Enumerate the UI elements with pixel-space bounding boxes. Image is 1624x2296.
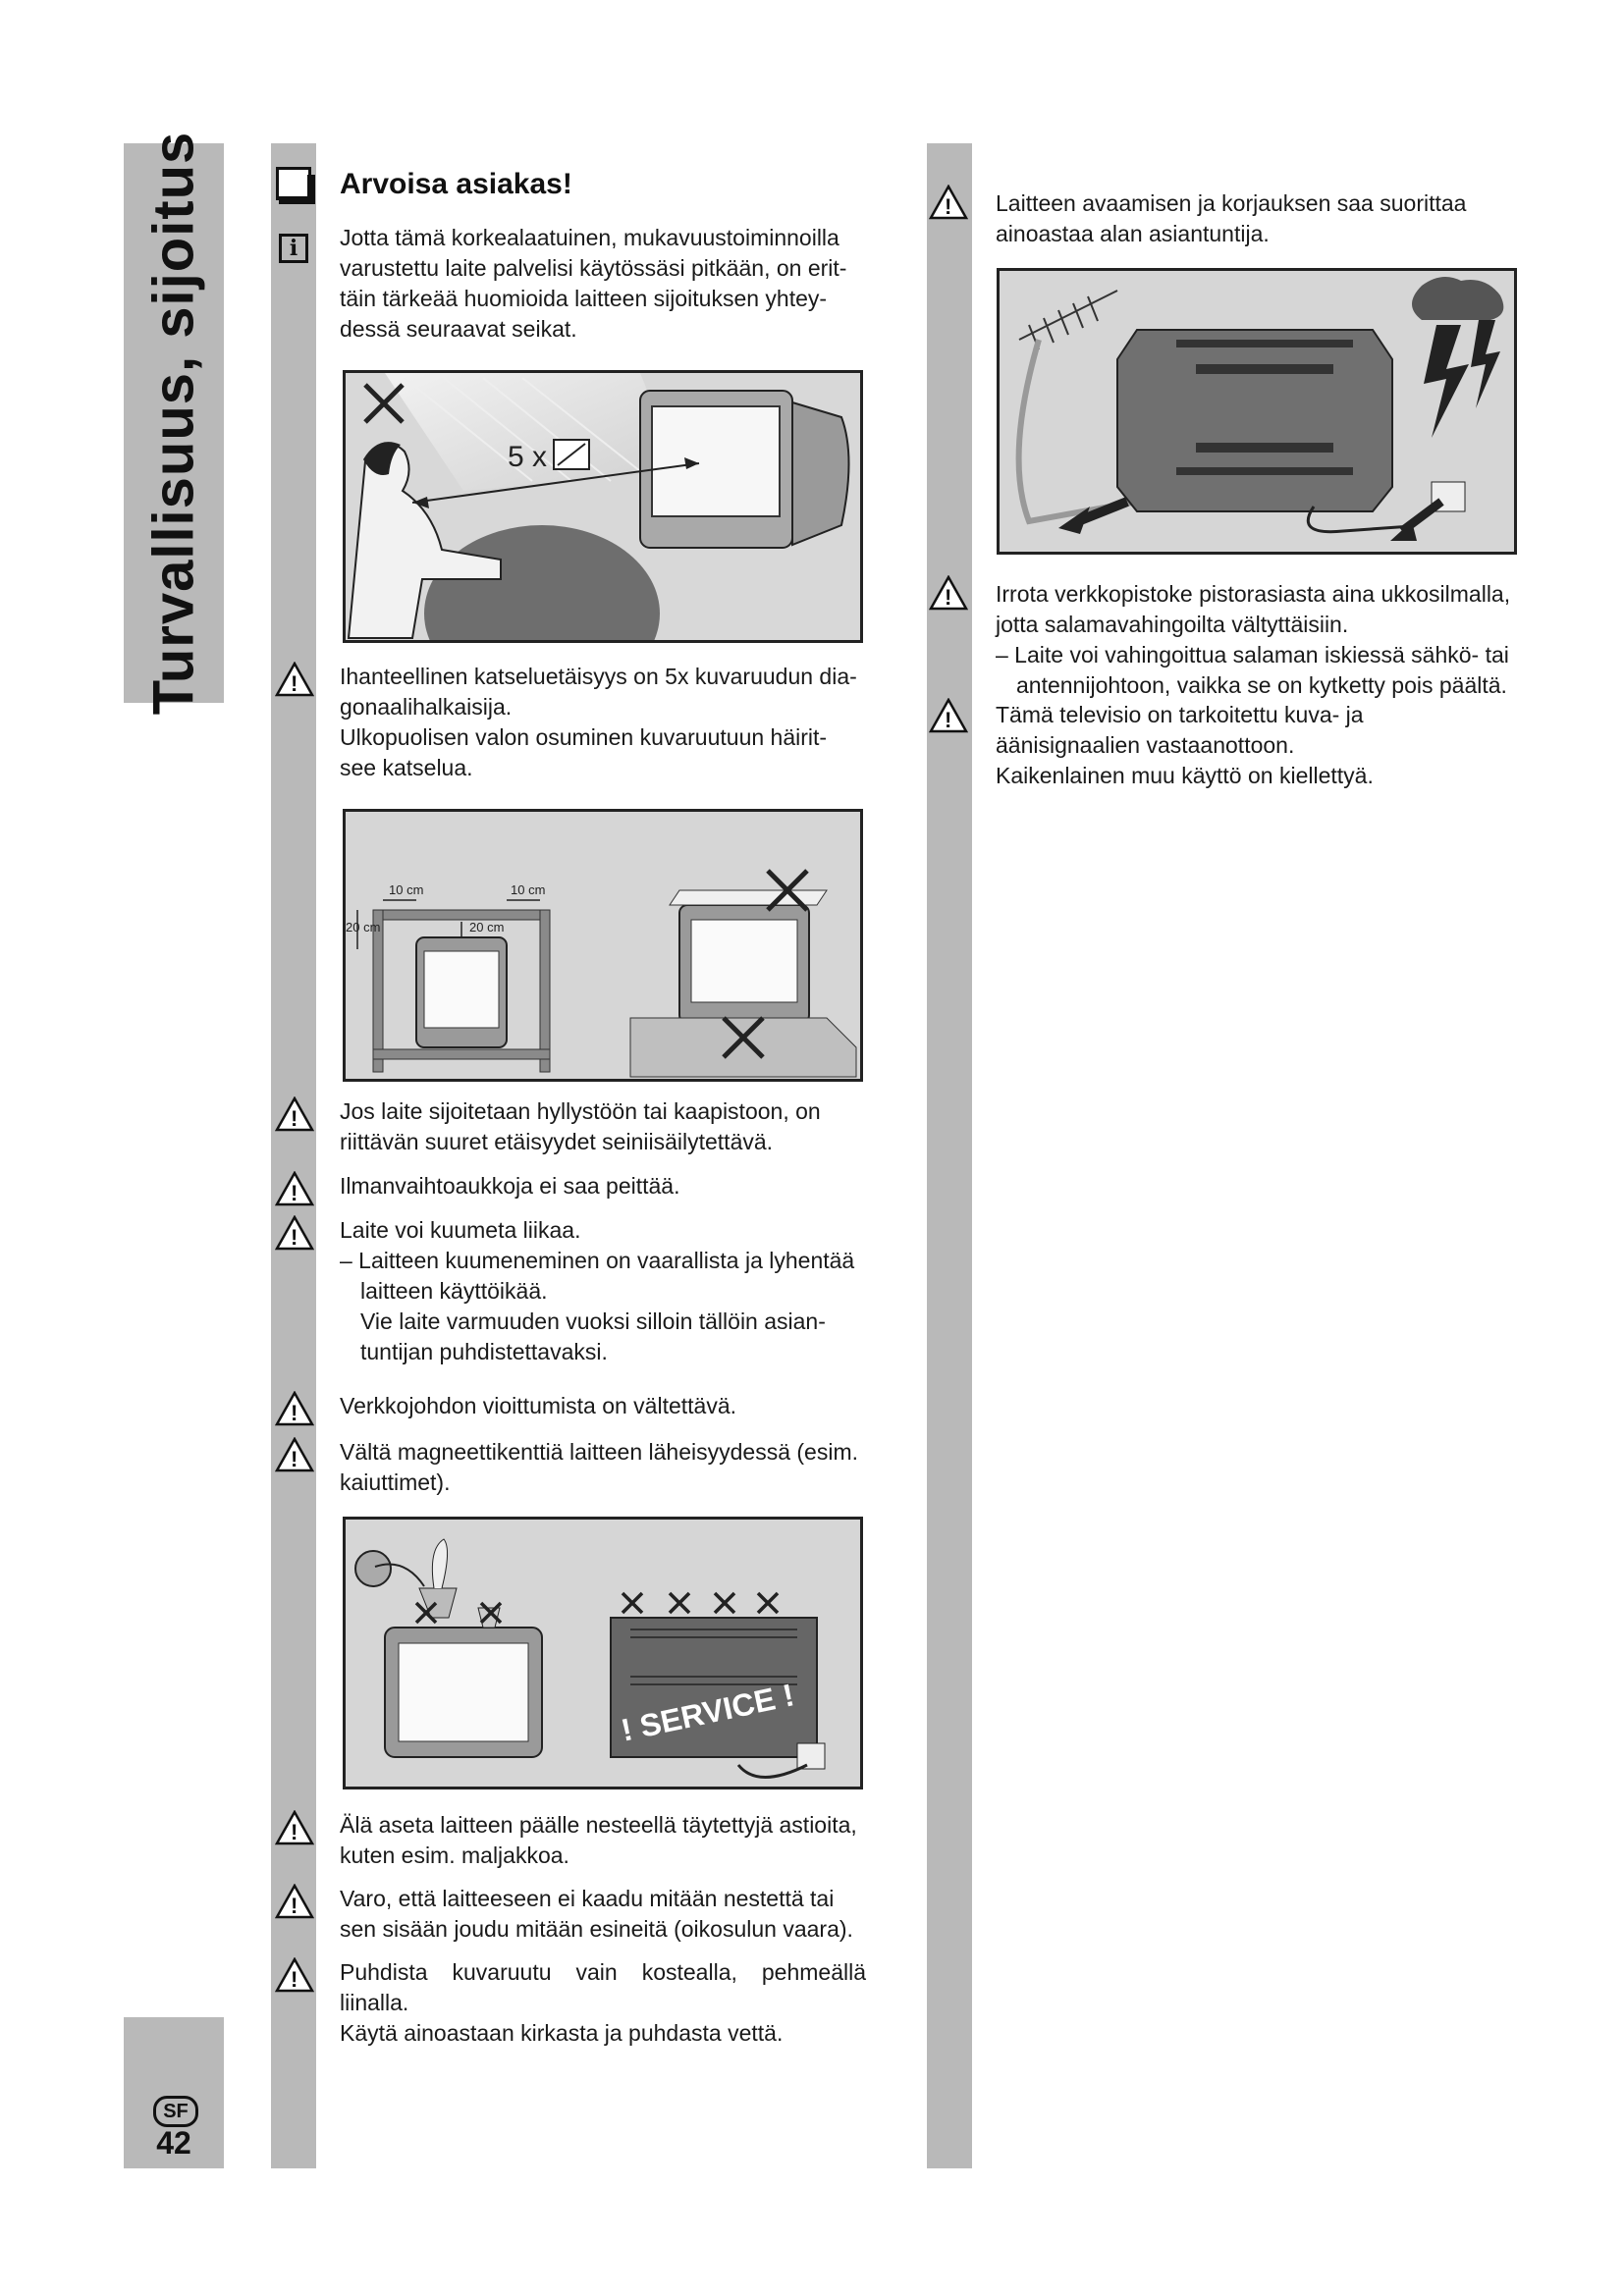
text-line: Ulkopuolisen valon osuminen kuvaruutuun häirit-	[340, 724, 828, 750]
text-line: – Laite voi vahingoittua salaman iskiessä sähkö- tai	[996, 642, 1509, 667]
warning-icon	[275, 1884, 314, 1919]
svg-text:!: !	[945, 194, 952, 219]
text-line: Irrota verkkopistoke pistorasiasta aina ukkosilmalla,	[996, 581, 1511, 607]
text-line: Jotta tämä korkealaatuinen, mukavuustoiminnoilla	[340, 225, 839, 250]
vase-note	[340, 1810, 866, 1871]
text-line: äänisignaalien vastaanottoon.	[996, 732, 1295, 758]
text-line: laitteen käyttöikää.	[360, 1278, 548, 1304]
svg-text:!: !	[945, 708, 952, 732]
page-footer-tab	[124, 2017, 224, 2168]
svg-text:!: !	[291, 1401, 298, 1425]
text-line: Verkkojohdon vioittumista on vältettävä.	[340, 1393, 737, 1418]
text-line: Älä aseta laitteen päälle nesteellä täytettyjä astioita,	[340, 1812, 857, 1838]
ventilation-note	[340, 1171, 866, 1201]
text-line: Kaikenlainen muu käyttö on kiellettyä.	[996, 763, 1374, 788]
text-line: Laite voi kuumeta liikaa.	[340, 1217, 581, 1243]
dim-left-label: 10 cm	[389, 882, 424, 897]
side-title-tab	[124, 131, 224, 716]
intro-text	[340, 223, 866, 345]
warning-icon	[275, 1096, 314, 1132]
text-line: täin tärkeää huomioida laitteen sijoituksen yhtey-	[340, 286, 828, 311]
cleaning-note	[340, 1957, 866, 2049]
warning-icon	[929, 698, 968, 733]
text-line: tuntijan puhdistettavaksi.	[360, 1339, 608, 1364]
magnet-note	[340, 1437, 866, 1498]
text-line: see katselua.	[340, 755, 473, 780]
svg-text:!: !	[291, 1967, 298, 1992]
warning-icon	[275, 1957, 314, 1993]
svg-text:!: !	[291, 1820, 298, 1844]
liquids-service-figure	[343, 1517, 863, 1789]
lightning-figure	[997, 268, 1517, 555]
text-line: Ihanteellinen katseluetäisyys on 5x kuvaruudun dia-	[340, 664, 857, 689]
warning-icon	[275, 1391, 314, 1426]
shelf-note	[340, 1096, 866, 1157]
page-number: 42	[156, 2125, 191, 2161]
text-line: Käytä ainoastaan kirkasta ja puhdasta vettä.	[340, 2020, 784, 2046]
text-line: Varo, että laitteeseen ei kaadu mitään nestettä tai	[340, 1886, 835, 1911]
text-line: Vältä magneettikenttiä laitteen läheisyydessä (esim.	[340, 1439, 859, 1465]
service-label: ! SERVICE !	[618, 1677, 797, 1748]
svg-text:!: !	[945, 585, 952, 610]
svg-text:!: !	[291, 1447, 298, 1471]
warning-icon	[275, 1810, 314, 1845]
warning-icon	[275, 1215, 314, 1251]
service-note	[996, 188, 1522, 249]
warning-icon	[275, 1171, 314, 1206]
storm-note	[996, 579, 1522, 701]
warning-icon	[275, 662, 314, 697]
warning-icon	[929, 575, 968, 611]
text-line: kuten esim. maljakkoa.	[340, 1842, 569, 1868]
warning-icon	[929, 185, 968, 220]
right-column-bar	[927, 143, 972, 2168]
dim-right-label: 10 cm	[511, 882, 546, 897]
usage-note	[996, 700, 1522, 791]
text-line: – Laitteen kuumeneminen on vaarallista ja lyhentää	[340, 1248, 855, 1273]
dim-top-label: 20 cm	[469, 920, 505, 934]
language-badge: SF	[153, 2096, 198, 2127]
overheating-note	[340, 1215, 866, 1367]
svg-text:!: !	[291, 1225, 298, 1250]
text-line: Puhdista kuvaruutu vain kostealla, pehmeällä liinalla.	[340, 1959, 866, 2015]
text-line: varustettu laite palvelisi käytössäsi pitkään, on erit-	[340, 255, 847, 281]
intro-heading: Arvoisa asiakas!	[340, 168, 572, 200]
svg-text:!: !	[291, 1106, 298, 1131]
figure-label: 5 x	[508, 441, 548, 473]
viewing-distance-figure	[343, 370, 863, 643]
clearance-figure	[343, 809, 863, 1082]
text-line: Tämä televisio on tarkoitettu kuva- ja	[996, 702, 1364, 727]
text-line: Laitteen avaamisen ja korjauksen saa suorittaa	[996, 190, 1467, 216]
text-line: antennijohtoon, vaikka se on kytketty pois päältä.	[1016, 672, 1507, 698]
text-line: ainoastaa alan asiantuntija.	[996, 221, 1270, 246]
checkbox-icon	[276, 167, 311, 200]
left-column-bar	[271, 143, 316, 2168]
text-line: Ilmanvaihtoaukkoja ei saa peittää.	[340, 1173, 680, 1199]
text-line: sen sisään joudu mitään esineitä (oikosulun vaara).	[340, 1916, 853, 1942]
text-line: kaiuttimet).	[340, 1469, 451, 1495]
svg-text:!: !	[291, 1181, 298, 1205]
info-icon: i	[279, 234, 308, 263]
cord-note	[340, 1391, 866, 1421]
warning-icon	[275, 1437, 314, 1472]
text-line: riittävän suuret etäisyydet seiniisäilytettävä.	[340, 1129, 774, 1154]
text-line: dessä seuraavat seikat.	[340, 316, 577, 342]
text-line: jotta salamavahingoilta vältyttäisiin.	[996, 612, 1349, 637]
dim-side-label: 20 cm	[346, 920, 381, 934]
distance-note	[340, 662, 866, 783]
text-line: Jos laite sijoitetaan hyllystöön tai kaapistoon, on	[340, 1098, 821, 1124]
text-line: gonaalihalkaisija.	[340, 694, 513, 720]
text-line: Vie laite varmuuden vuoksi silloin tällöin asian-	[360, 1308, 826, 1334]
liquid-note	[340, 1884, 866, 1945]
svg-text:!: !	[291, 671, 298, 696]
svg-text:!: !	[291, 1894, 298, 1918]
section-title: Turvallisuus, sijoitus	[141, 131, 206, 716]
